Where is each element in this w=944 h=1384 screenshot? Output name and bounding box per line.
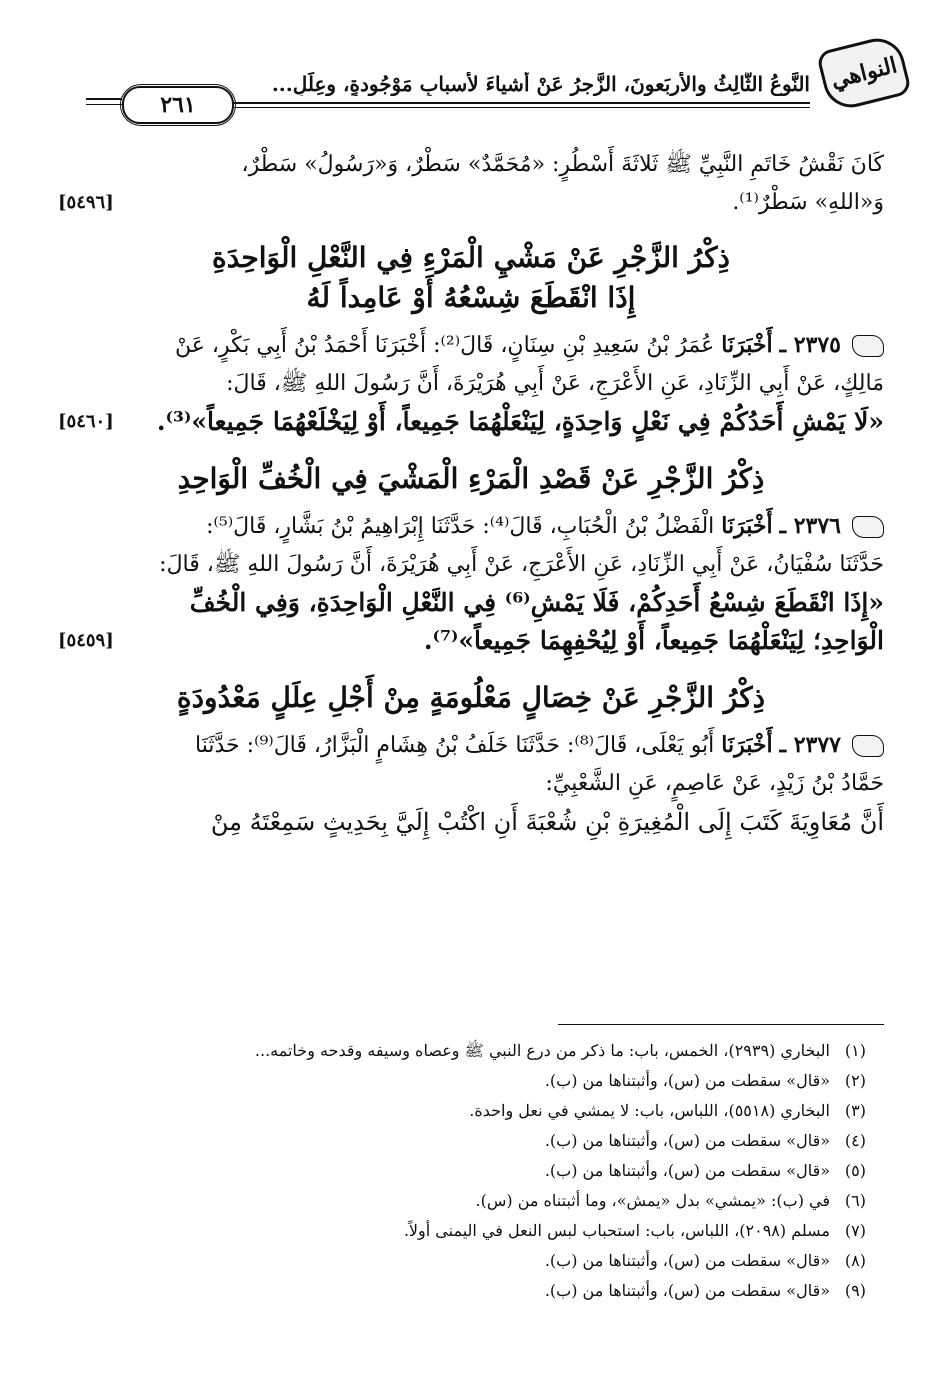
isnad-text: الْفَضْلُ بْنُ الْحُبَابِ، قَالَ⁽⁴⁾: حَدَّثَنَا إِبْرَاهِيمُ بْنُ بَشَّارٍ، قَالَ⁽⁵⁾: <box>206 514 715 539</box>
header-rule-left-thin <box>86 104 122 105</box>
footnote-text: «قال» سقطت من (س)، وأثبتناها من (ب). <box>544 1131 830 1150</box>
hadith-2377-line-1 <box>58 726 884 765</box>
footnote-item <box>40 1096 866 1126</box>
footnote-item <box>40 1036 866 1066</box>
hadith-2375-line-2: مَالِكٍ، عَنْ أَبِي الزِّنَادِ، عَنِ الأَعْرَجِ، عَنْ أَبِي هُرَيْرَةَ، أَنَّ رَسُولَ اللهِ ﷺ، قَالَ: <box>226 371 884 396</box>
footnotes <box>40 1036 866 1306</box>
footnote-number: (١) <box>844 1041 866 1060</box>
footnote-rule <box>558 1024 884 1025</box>
footnote-item <box>40 1246 866 1276</box>
hadith-number: ٢٣٧٧ ـ <box>779 732 841 758</box>
footnote-number: (٢) <box>844 1071 866 1090</box>
badge-label: النواهي <box>828 52 900 94</box>
chapter-heading-3: ذِكْرُ الزَّجْرِ عَنْ خِصَالٍ مَعْلُومَةٍ مِنْ أَجْلِ عِلَلٍ مَعْدُودَةٍ <box>176 681 766 714</box>
intro-line-2-text: وَ«اللهِ» سَطْرٌ⁽¹⁾. <box>732 190 884 215</box>
page-header <box>80 36 914 128</box>
hadith-number: ٢٣٧٦ ـ <box>779 513 841 539</box>
hadith-2375-line-1 <box>58 326 884 365</box>
footnote-number: (٦) <box>844 1191 866 1210</box>
footnote-item <box>40 1186 866 1216</box>
footnote-number: (٣) <box>844 1101 866 1120</box>
chapter-heading-1-line-1: ذِكْرُ الزَّجْرِ عَنْ مَشْيِ الْمَرْءِ فِي النَّعْلِ الْوَاحِدَةِ <box>212 241 730 274</box>
hadith-marker-icon <box>852 335 884 357</box>
hadith-2376-line-1 <box>58 507 884 546</box>
footnote-item <box>40 1126 866 1156</box>
chapter-heading-1 <box>58 238 884 318</box>
header-rule-thin <box>200 107 810 108</box>
hadith-reference: [٥٤٦٠] <box>58 411 114 432</box>
footnote-text: البخاري (٢٩٣٩)، الخمس، باب: ما ذكر من درع النبي ﷺ وعصاه وسيفه وقدحه وخاتمه... <box>254 1041 830 1060</box>
footnote-text: مسلم (٢٠٩٨)، اللباس، باب: استحباب لبس النعل في اليمنى أولاً. <box>403 1221 830 1240</box>
hadith-2376-matn-2 <box>58 622 884 662</box>
footnote-number: (٧) <box>844 1221 866 1240</box>
footnote-number: (٩) <box>844 1281 866 1300</box>
intro-line-1: كَانَ نَقْشُ خَاتَمِ النَّبِيِّ ﷺ ثَلاثَةَ أَسْطُرٍ: «مُحَمَّدٌ» سَطْرٌ، وَ«رَسُولُ» سَطْرٌ، <box>241 152 884 177</box>
section-badge <box>816 33 913 113</box>
hadith-reference: [٥٤٥٩] <box>58 630 114 651</box>
footnote-number: (٥) <box>844 1161 866 1180</box>
hadith-2376-matn-1: «إِذَا انْقَطَعَ شِسْعُ أَحَدِكُمْ، فَلَا يَمْشِ⁽⁶⁾ فِي النَّعْلِ الْوَاحِدَةِ، وَفِي الْخُفِّ <box>189 588 884 617</box>
footnote-text: في (ب): «يمشي» بدل «يمش»، وما أثبتناه من (س). <box>475 1191 830 1210</box>
page-number-text: ٢٦١ <box>160 92 196 118</box>
hadith-2377-line-2: حَمَّادُ بْنُ زَيْدٍ، عَنْ عَاصِمٍ، عَنِ الشَّعْبِيِّ: <box>545 771 884 796</box>
chapter-heading-2: ذِكْرُ الزَّجْرِ عَنْ قَصْدِ الْمَرْءِ الْمَشْيَ فِي الْخُفِّ الْوَاحِدِ <box>177 462 765 495</box>
hadith-2376-line-2: حَدَّثَنَا سُفْيَانُ، عَنْ أَبِي الزِّنَادِ، عَنِ الأَعْرَجِ، عَنْ أَبِي هُرَيْرَةَ، أَنَّ رَسُولَ اللهِ ﷺ، قَالَ: <box>159 552 884 577</box>
matn-text: الْوَاحِدِ؛ لِيَنْعَلْهُمَا جَمِيعاً، أَوْ لِيُحْفِهِمَا جَمِيعاً»⁽⁷⁾. <box>423 626 884 655</box>
hadith-reference: [٥٤٩٦] <box>58 192 114 213</box>
footnote-item <box>40 1156 866 1186</box>
footnote-number: (٤) <box>844 1131 866 1150</box>
page-number <box>122 86 234 124</box>
hadith-marker-icon <box>852 516 884 538</box>
footnote-item <box>40 1276 866 1306</box>
footnote-text: «قال» سقطت من (س)، وأثبتناها من (ب). <box>544 1251 830 1270</box>
footnote-text: البخاري (٥٥١٨)، اللباس، باب: لا يمشي في نعل واحدة. <box>469 1101 830 1120</box>
footnote-number: (٨) <box>844 1251 866 1270</box>
footnote-text: «قال» سقطت من (س)، وأثبتناها من (ب). <box>544 1071 830 1090</box>
hadith-2375-matn <box>58 403 884 443</box>
footnote-text: «قال» سقطت من (س)، وأثبتناها من (ب). <box>544 1161 830 1180</box>
footnote-text: «قال» سقطت من (س)، وأثبتناها من (ب). <box>544 1281 830 1300</box>
matn-text: «لَا يَمْشِ أَحَدُكُمْ فِي نَعْلٍ وَاحِدَةٍ، لِيَنْعَلْهُمَا جَمِيعاً، أَوْ لِيَخْلَعْهُمَا جَمِيعاً»⁽³⁾. <box>156 407 884 436</box>
isnad-text: عُمَرُ بْنُ سَعِيدِ بْنِ سِنَانٍ، قَالَ⁽²⁾: أَخْبَرَنَا أَحْمَدُ بْنُ أَبِي بَكْرٍ، عَنْ <box>174 333 715 358</box>
hadith-marker-icon <box>852 735 884 757</box>
footnote-item <box>40 1216 866 1246</box>
isnad-text: أَبُو يَعْلَى، قَالَ⁽⁸⁾: حَدَّثَنَا خَلَفُ بْنُ هِشَامٍ الْبَزَّارُ، قَالَ⁽⁹⁾: حَدَّثَنَا <box>195 733 715 758</box>
running-title: النَّوعُ الثَّالِثُ والأربَعونَ، الزَّجرُ عَنْ أشياءَ لأسبابٍ مَوْجُودةٍ، وعِلَلٍ... <box>271 72 810 96</box>
footnote-item <box>40 1066 866 1096</box>
hadith-number: ٢٣٧٥ ـ <box>779 332 841 358</box>
akhbarana-word: أَخْبَرَنَا <box>721 513 773 539</box>
intro-line-2 <box>58 184 884 222</box>
hadith-2377-line-3: أَنَّ مُعَاوِيَةَ كَتَبَ إِلَى الْمُغِيرَةِ بْنِ شُعْبَةَ أَنِ اكْتُبْ إِلَيَّ بِحَدِيثٍ سَمِعْتَهُ مِنْ <box>210 808 884 836</box>
chapter-heading-1-line-2: إِذَا انْقَطَعَ شِسْعُهُ أَوْ عَامِداً لَهُ <box>306 281 636 314</box>
header-rule-left <box>86 98 122 100</box>
akhbarana-word: أَخْبَرَنَا <box>721 732 773 758</box>
header-rule <box>200 102 810 104</box>
akhbarana-word: أَخْبَرَنَا <box>721 332 773 358</box>
page-body <box>58 146 884 841</box>
